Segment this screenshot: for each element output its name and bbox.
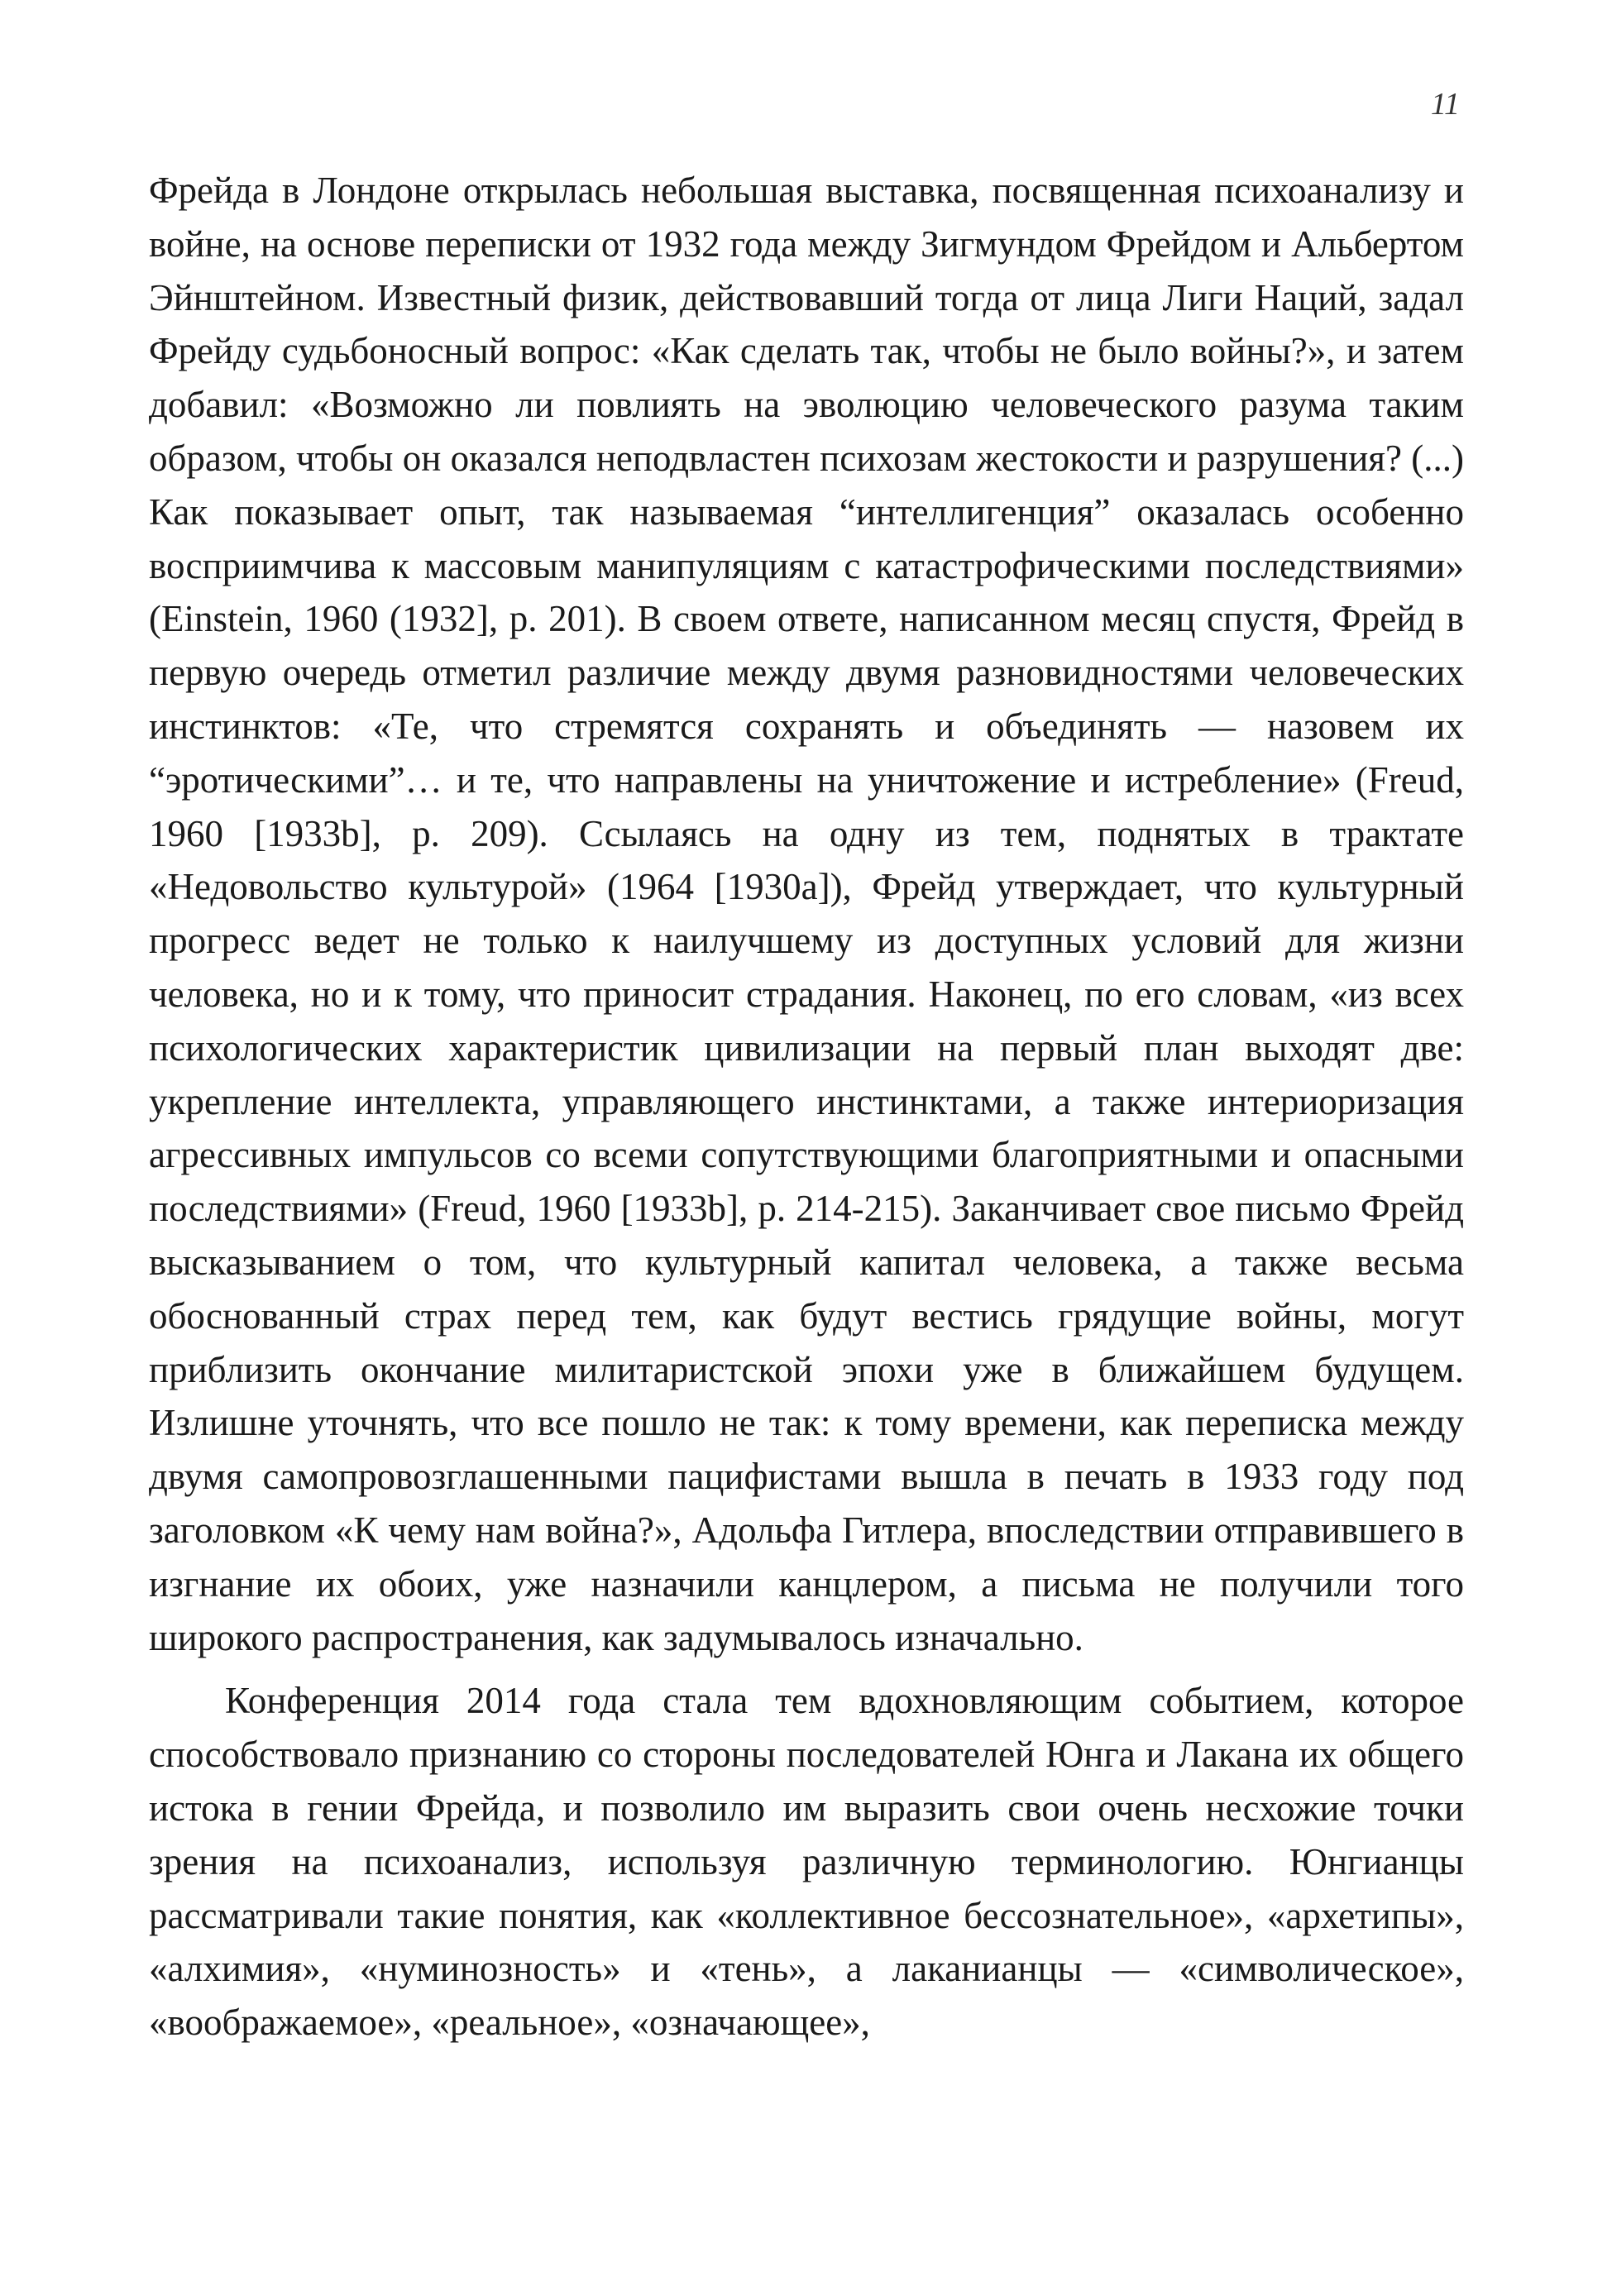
body-text — [149, 164, 1464, 2050]
page-number: 11 — [1430, 87, 1460, 122]
paragraph-continued: Фрейда в Лондоне открылась небольшая выставка, посвященная психоанализу и войне, на основе переписки от 1932 года между Зигмундом Фрейдом и Альбертом Эйнштейном. Известный физик, действовавший тогда от лица Лиги Наций, задал Фрейду судьбоносный вопрос: «Как сделать так, чтобы не было войны?», и затем добавил: «Возможно ли повлиять на эволюцию человеческого разума таким образом, чтобы он оказался неподвластен психозам жестокости и разрушения? (...) Как показывает опыт, так называемая “интеллигенция” оказалась особенно восприимчива к массовым манипуляциям с катастрофическими последствиями» (Einstein, 1960 (1932], p. 201). В своем ответе, написанном месяц спустя, Фрейд в первую очередь отметил различие между двумя разновидностями человеческих инстинктов: «Те, что стремятся сохранять и объединять — назовем их “эротическими”… и те, что направлены на уничтожение и истребление» (Freud, 1960 [1933b], p. 209). Ссылаясь на одну из тем, поднятых в трактате «Недовольство культурой» (1964 [1930a]), Фрейд утверждает, что культурный прогресс ведет не только к наилучшему из доступных условий для жизни человека, но и к тому, что приносит страдания. Наконец, по его словам, «из всех психологических характеристик цивилизации на первый план выходят две: укрепление интеллекта, управляющего инстинктами, а также интериоризация агрессивных импульсов со всеми сопутствующими благоприятными и опасными последствиями» (Freud, 1960 [1933b], p. 214-215). Заканчивает свое письмо Фрейд высказыванием о том, что культурный капитал человека, а также весьма обоснованный страх перед тем, как будут вестись грядущие войны, могут приблизить окончание милитаристской эпохи уже в ближайшем будущем. Излишне уточнять, что все пошло не так: к тому времени, как переписка между двумя самопровозглашенными пацифистами вышла в печать в 1933 году под заголовком «К чему нам война?», Адольфа Гитлера, впоследствии отправившего в изгнание их обоих, уже назначили канцлером, а письма не получили того широкого распространения, как задумывалось изначально. — [149, 170, 1464, 1658]
paragraph-conference-2014: Конференция 2014 года стала тем вдохновляющим событием, которое способствовало признанию со стороны последователей Юнга и Лакана их общего истока в гении Фрейда, и позволило им выразить свои очень несхожие точки зрения на психоанализ, используя различную терминологию. Юнгианцы рассматривали такие понятия, как «коллективное бессознательное», «архетипы», «алхимия», «нуминозность» и «тень», а лаканианцы — «символическое», «воображаемое», «реальное», «означающее», — [149, 1680, 1464, 2044]
